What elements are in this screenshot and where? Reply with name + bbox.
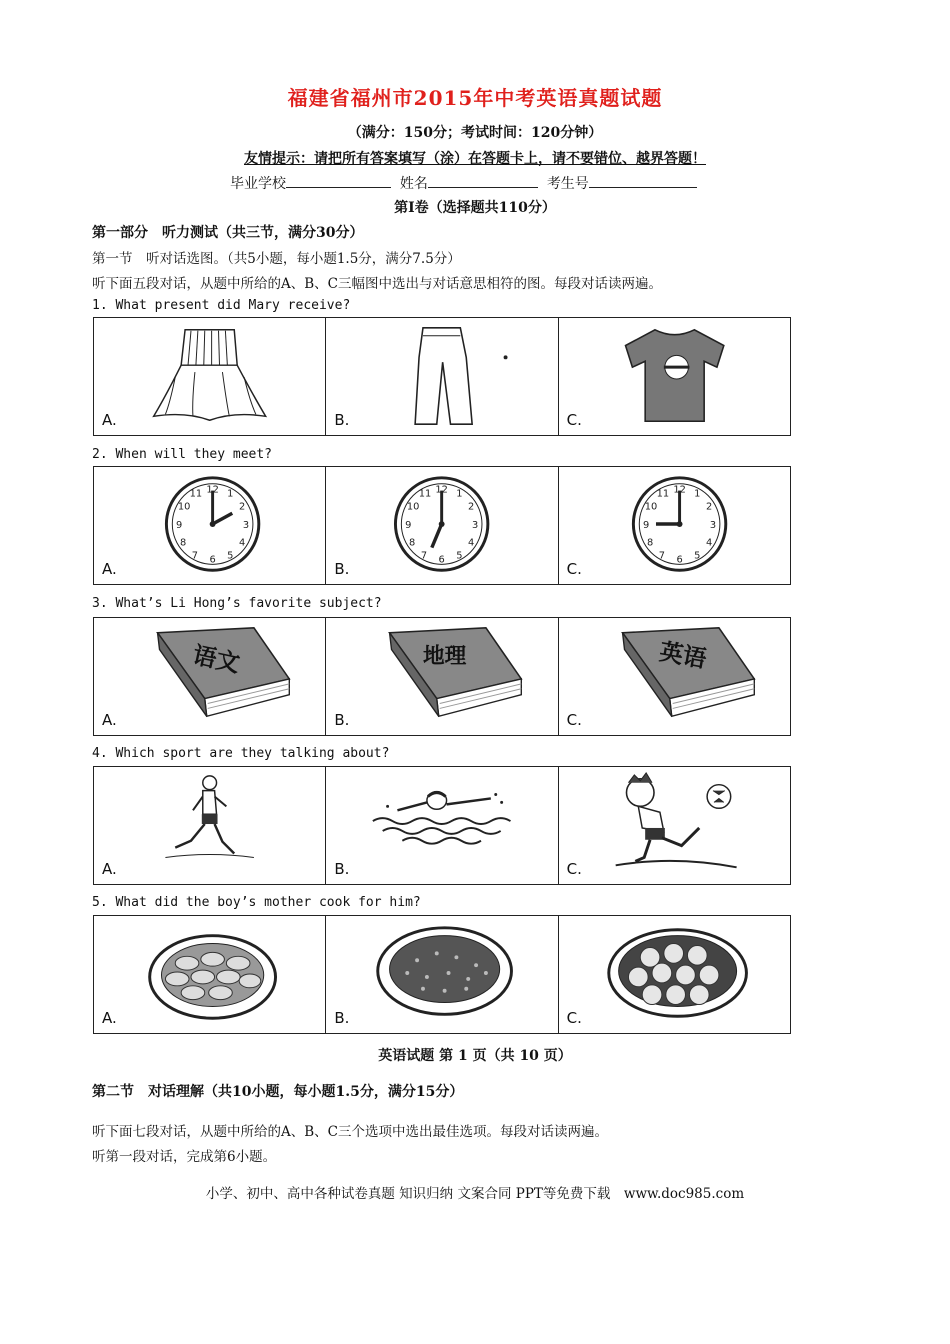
question-5: 5. What did the boy’s mother cook for him? <box>92 895 421 910</box>
section2-sub: 听第一段对话，完成第6小题。 <box>92 1149 277 1165</box>
option-label: A. <box>102 560 117 578</box>
steamed-buns-icon <box>559 916 790 1033</box>
svg-text:2: 2 <box>238 501 246 513</box>
section2-heading: 第二节 对话理解（共10小题，每小题1.5分，满分15分） <box>92 1084 464 1100</box>
svg-text:10: 10 <box>177 501 191 513</box>
svg-text:3: 3 <box>709 519 716 531</box>
question-2: 2. When will they meet? <box>92 447 273 462</box>
svg-text:5: 5 <box>693 550 701 562</box>
clock-nine-icon <box>559 467 790 584</box>
book-icon <box>326 618 557 735</box>
q1-options <box>93 317 791 436</box>
option-label: A. <box>102 711 117 729</box>
q5-option-b[interactable] <box>326 916 558 1033</box>
q3-option-c[interactable] <box>559 618 790 735</box>
q4-options <box>93 766 791 885</box>
score-info: （满分：150分；考试时间：120分钟） <box>347 125 603 141</box>
svg-text:3: 3 <box>242 519 250 531</box>
q5-options <box>93 915 791 1034</box>
svg-text:8: 8 <box>646 537 653 549</box>
dumplings-icon <box>94 916 325 1033</box>
option-label: B. <box>334 711 350 729</box>
option-label: B. <box>334 411 350 429</box>
question-1: 1. What present did Mary receive? <box>92 298 351 313</box>
option-label: B. <box>334 860 350 878</box>
svg-text:9: 9 <box>642 519 649 531</box>
q3-option-b[interactable] <box>326 618 558 735</box>
q2-option-a[interactable] <box>94 467 326 584</box>
svg-text:1: 1 <box>456 488 463 500</box>
q3-options <box>93 617 791 736</box>
id-label: 考生号 <box>546 176 589 192</box>
book-title: 英语 <box>656 637 709 674</box>
svg-text:4: 4 <box>705 537 712 549</box>
site-footer: 小学、初中、高中各种试卷真题 知识归纳 文案合同 PPT等免费下载 www.doc985.com <box>205 1186 745 1202</box>
clock-two-icon <box>94 467 325 584</box>
option-label: C. <box>566 860 582 878</box>
svg-text:11: 11 <box>656 488 669 500</box>
svg-text:1: 1 <box>693 488 701 500</box>
q1-option-a[interactable] <box>94 318 326 435</box>
school-blank[interactable] <box>286 173 391 188</box>
svg-text:11: 11 <box>419 488 432 500</box>
book-title: 地理 <box>423 644 467 670</box>
school-label: 毕业学校 <box>230 176 286 192</box>
q1-option-b[interactable] <box>326 318 558 435</box>
id-blank[interactable] <box>589 173 697 188</box>
svg-text:8: 8 <box>409 537 416 549</box>
option-label: C. <box>566 560 582 578</box>
svg-text:5: 5 <box>227 550 234 562</box>
swimming-icon <box>326 767 557 884</box>
option-label: B. <box>334 560 350 578</box>
friendly-tip: 友情提示：请把所有答案填写（涂）在答题卡上，请不要错位、越界答题！ <box>244 151 706 167</box>
svg-text:7: 7 <box>421 550 428 562</box>
svg-text:1: 1 <box>227 488 234 500</box>
svg-text:6: 6 <box>209 554 216 566</box>
svg-text:3: 3 <box>472 519 479 531</box>
page-title: 福建省福州市2015年中考英语真题试题 <box>287 86 663 110</box>
option-label: B. <box>334 1009 350 1027</box>
running-icon <box>94 767 325 884</box>
svg-text:9: 9 <box>405 519 412 531</box>
q1-option-c[interactable] <box>559 318 790 435</box>
svg-text:8: 8 <box>179 537 187 549</box>
option-label: C. <box>566 1009 582 1027</box>
svg-text:2: 2 <box>468 501 475 513</box>
svg-text:5: 5 <box>456 550 463 562</box>
q5-option-a[interactable] <box>94 916 326 1033</box>
clock-six-thirty-icon <box>326 467 557 584</box>
q3-option-a[interactable] <box>94 618 326 735</box>
svg-text:12: 12 <box>672 484 686 496</box>
pants-icon <box>326 318 557 435</box>
svg-text:9: 9 <box>176 519 183 531</box>
book-icon <box>559 618 790 735</box>
student-info-line <box>230 173 697 193</box>
svg-text:12: 12 <box>206 484 219 496</box>
skirt-icon <box>94 318 325 435</box>
book-icon <box>94 618 325 735</box>
q2-option-b[interactable] <box>326 467 558 584</box>
q2-option-c[interactable] <box>559 467 790 584</box>
svg-text:6: 6 <box>438 554 446 566</box>
football-icon <box>559 767 790 884</box>
svg-text:12: 12 <box>435 484 449 496</box>
question-3: 3. What’s Li Hong’s favorite subject? <box>92 596 382 611</box>
question-4: 4. Which sport are they talking about? <box>92 746 390 761</box>
section1-heading: 第一节 听对话选图。（共5小题，每小题1.5分，满分7.5分） <box>92 251 461 267</box>
q2-options <box>93 466 791 585</box>
q4-option-a[interactable] <box>94 767 326 884</box>
svg-text:11: 11 <box>189 488 203 500</box>
option-label: A. <box>102 411 117 429</box>
part1-heading: 第一部分 听力测试（共三节，满分30分） <box>92 225 364 241</box>
svg-text:7: 7 <box>191 550 199 562</box>
q5-option-c[interactable] <box>559 916 790 1033</box>
svg-text:4: 4 <box>238 537 246 549</box>
option-label: C. <box>566 711 582 729</box>
q4-option-c[interactable] <box>559 767 790 884</box>
option-label: C. <box>566 411 582 429</box>
svg-text:6: 6 <box>676 554 683 566</box>
fried-rice-icon <box>326 916 557 1033</box>
name-blank[interactable] <box>428 173 538 188</box>
svg-text:7: 7 <box>658 550 665 562</box>
tshirt-icon <box>559 318 790 435</box>
svg-text:2: 2 <box>705 501 712 513</box>
volume-title: 第Ⅰ卷（选择题共110分） <box>394 200 556 216</box>
svg-text:10: 10 <box>407 501 420 513</box>
q4-option-b[interactable] <box>326 767 558 884</box>
name-label: 姓名 <box>399 176 428 192</box>
svg-text:10: 10 <box>644 501 657 513</box>
option-label: A. <box>102 1009 117 1027</box>
section1-instruction: 听下面五段对话，从题中所给的A、B、C三幅图中选出与对话意思相符的图。每段对话读两遍。 <box>92 276 662 292</box>
book-title: 语文 <box>190 640 243 678</box>
option-label: A. <box>102 860 117 878</box>
page-number-footer: 英语试题 第 1 页（共 10 页） <box>378 1048 572 1064</box>
svg-text:4: 4 <box>468 537 475 549</box>
section2-instruction: 听下面七段对话，从题中所给的A、B、C三个选项中选出最佳选项。每段对话读两遍。 <box>92 1124 608 1140</box>
